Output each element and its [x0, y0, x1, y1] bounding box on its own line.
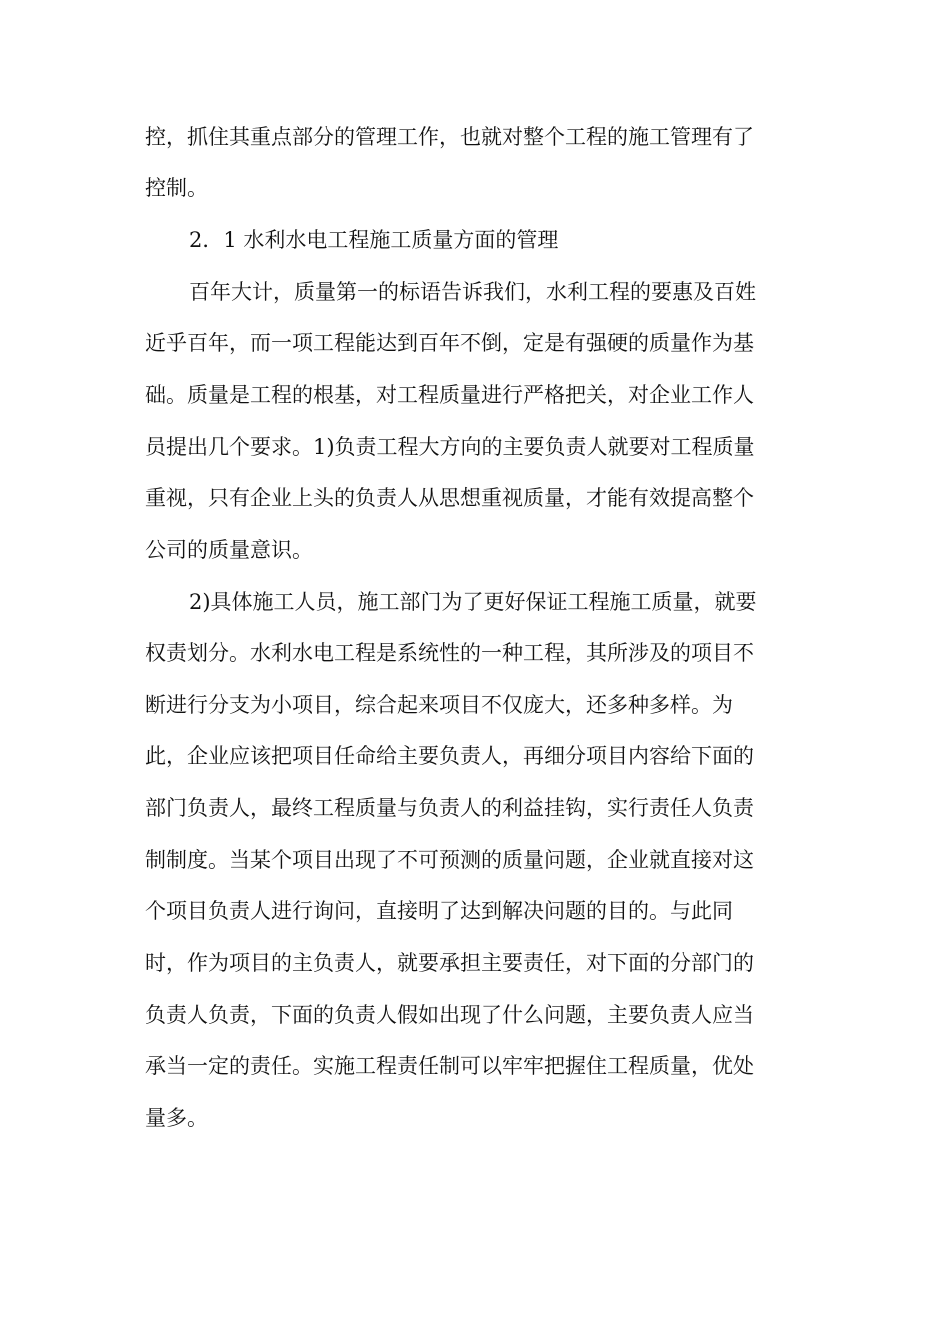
text-line: 时，作为项目的主负责人，就要承担主要责任，对下面的分部门的 [145, 951, 754, 975]
text-line: 控，抓住其重点部分的管理工作，也就对整个工程的施工管理有了 [145, 125, 754, 149]
text-line: 础。质量是工程的根基，对工程质量进行严格把关，对企业工作人 [145, 383, 754, 407]
text-line: 员提出几个要求。1)负责工程大方向的主要负责人就要对工程质量 [145, 435, 755, 459]
section-heading: 2．1 水利水电工程施工质量方面的管理 [189, 228, 559, 252]
text-line: 承当一定的责任。实施工程责任制可以牢牢把握住工程质量，优处 [145, 1054, 754, 1078]
text-line: 此，企业应该把项目任命给主要负责人，再细分项目内容给下面的 [145, 744, 754, 768]
text-line: 量多。 [145, 1106, 208, 1130]
text-line: 重视，只有企业上头的负责人从思想重视质量，才能有效提高整个 [145, 486, 754, 510]
text-line: 公司的质量意识。 [145, 538, 313, 562]
text-line: 个项目负责人进行询问，直接明了达到解决问题的目的。与此同 [145, 899, 733, 923]
paragraph-first-line: 2)具体施工人员，施工部门为了更好保证工程施工质量，就要 [189, 590, 757, 614]
paragraph-first-line: 百年大计，质量第一的标语告诉我们，水利工程的要惠及百姓 [189, 280, 756, 304]
text-line: 权责划分。水利水电工程是系统性的一种工程，其所涉及的项目不 [145, 641, 754, 665]
text-line: 负责人负责，下面的负责人假如出现了什么问题，主要负责人应当 [145, 1003, 754, 1027]
text-line: 控制。 [145, 176, 208, 200]
text-line: 近乎百年，而一项工程能达到百年不倒，定是有强硬的质量作为基 [145, 331, 754, 355]
text-line: 断进行分支为小项目，综合起来项目不仅庞大，还多种多样。为 [145, 693, 733, 717]
text-line: 制制度。当某个项目出现了不可预测的质量问题，企业就直接对这 [145, 848, 754, 872]
text-line: 部门负责人，最终工程质量与负责人的利益挂钩，实行责任人负责 [145, 796, 754, 820]
